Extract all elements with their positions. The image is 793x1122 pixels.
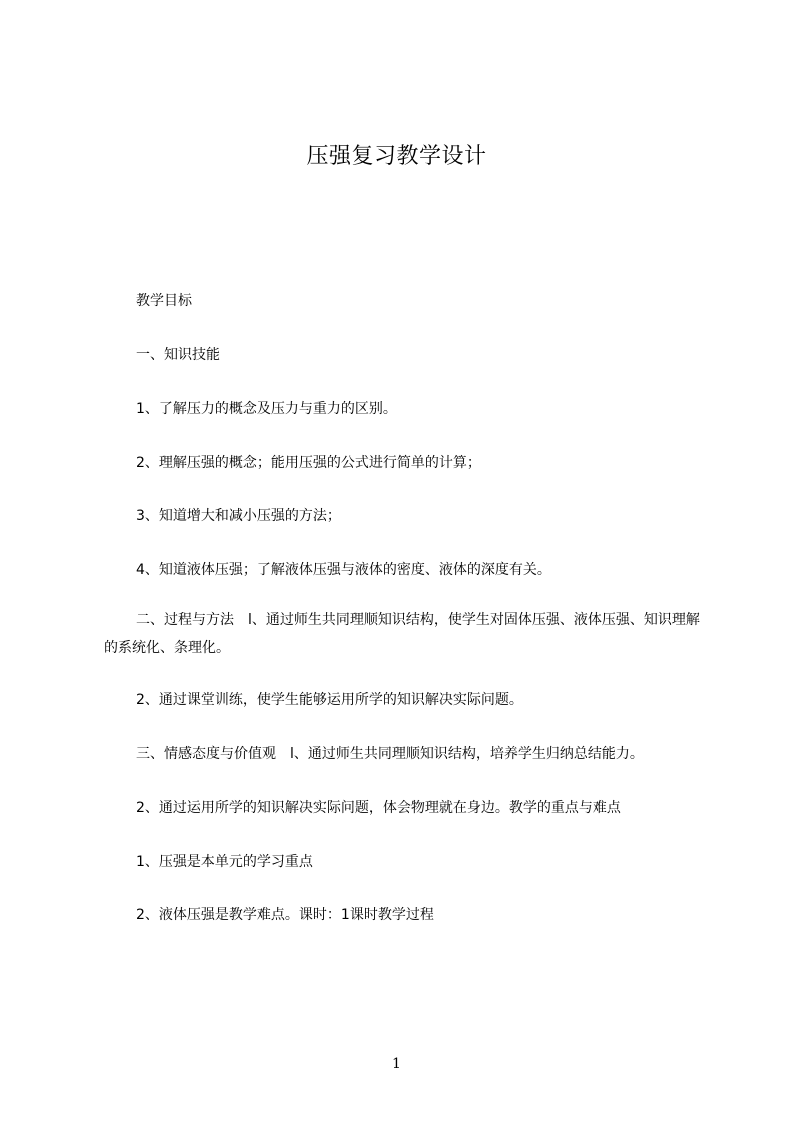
- document-title: 压强复习教学设计: [306, 144, 487, 169]
- item-3-2: 2、通过运用所学的知识解决实际问题，体会物理就在身边。教学的重点与难点: [136, 800, 621, 816]
- section2-paragraph: 二、过程与方法 l、通过师生共同理顺知识结构，使学生对固体压强、液体压强、知识理解的系统化、条理化。: [104, 612, 700, 656]
- item-1-3: 3、知道增大和减小压强的方法；: [136, 508, 341, 524]
- item-1-1: 1、了解压力的概念及压力与重力的区别。: [136, 401, 397, 417]
- page-number: 1: [392, 1056, 401, 1072]
- item-2-2: 2、通过课堂训练，使学生能够运用所学的知识解决实际问题。: [136, 692, 523, 708]
- key-point-1: 1、压强是本单元的学习重点: [136, 854, 313, 870]
- key-point-2: 2、液体压强是教学难点。课时：1课时教学过程: [136, 907, 434, 923]
- item-1-2: 2、理解压强的概念；能用压强的公式进行简单的计算；: [136, 455, 481, 471]
- section1-heading: 一、知识技能: [136, 347, 220, 363]
- objectives-heading: 教学目标: [136, 293, 192, 309]
- section3-line: 三、情感态度与价值观 l、通过师生共同理顺知识结构，培养学生归纳总结能力。: [136, 746, 644, 762]
- item-1-4: 4、知道液体压强；了解液体压强与液体的密度、液体的深度有关。: [136, 562, 551, 578]
